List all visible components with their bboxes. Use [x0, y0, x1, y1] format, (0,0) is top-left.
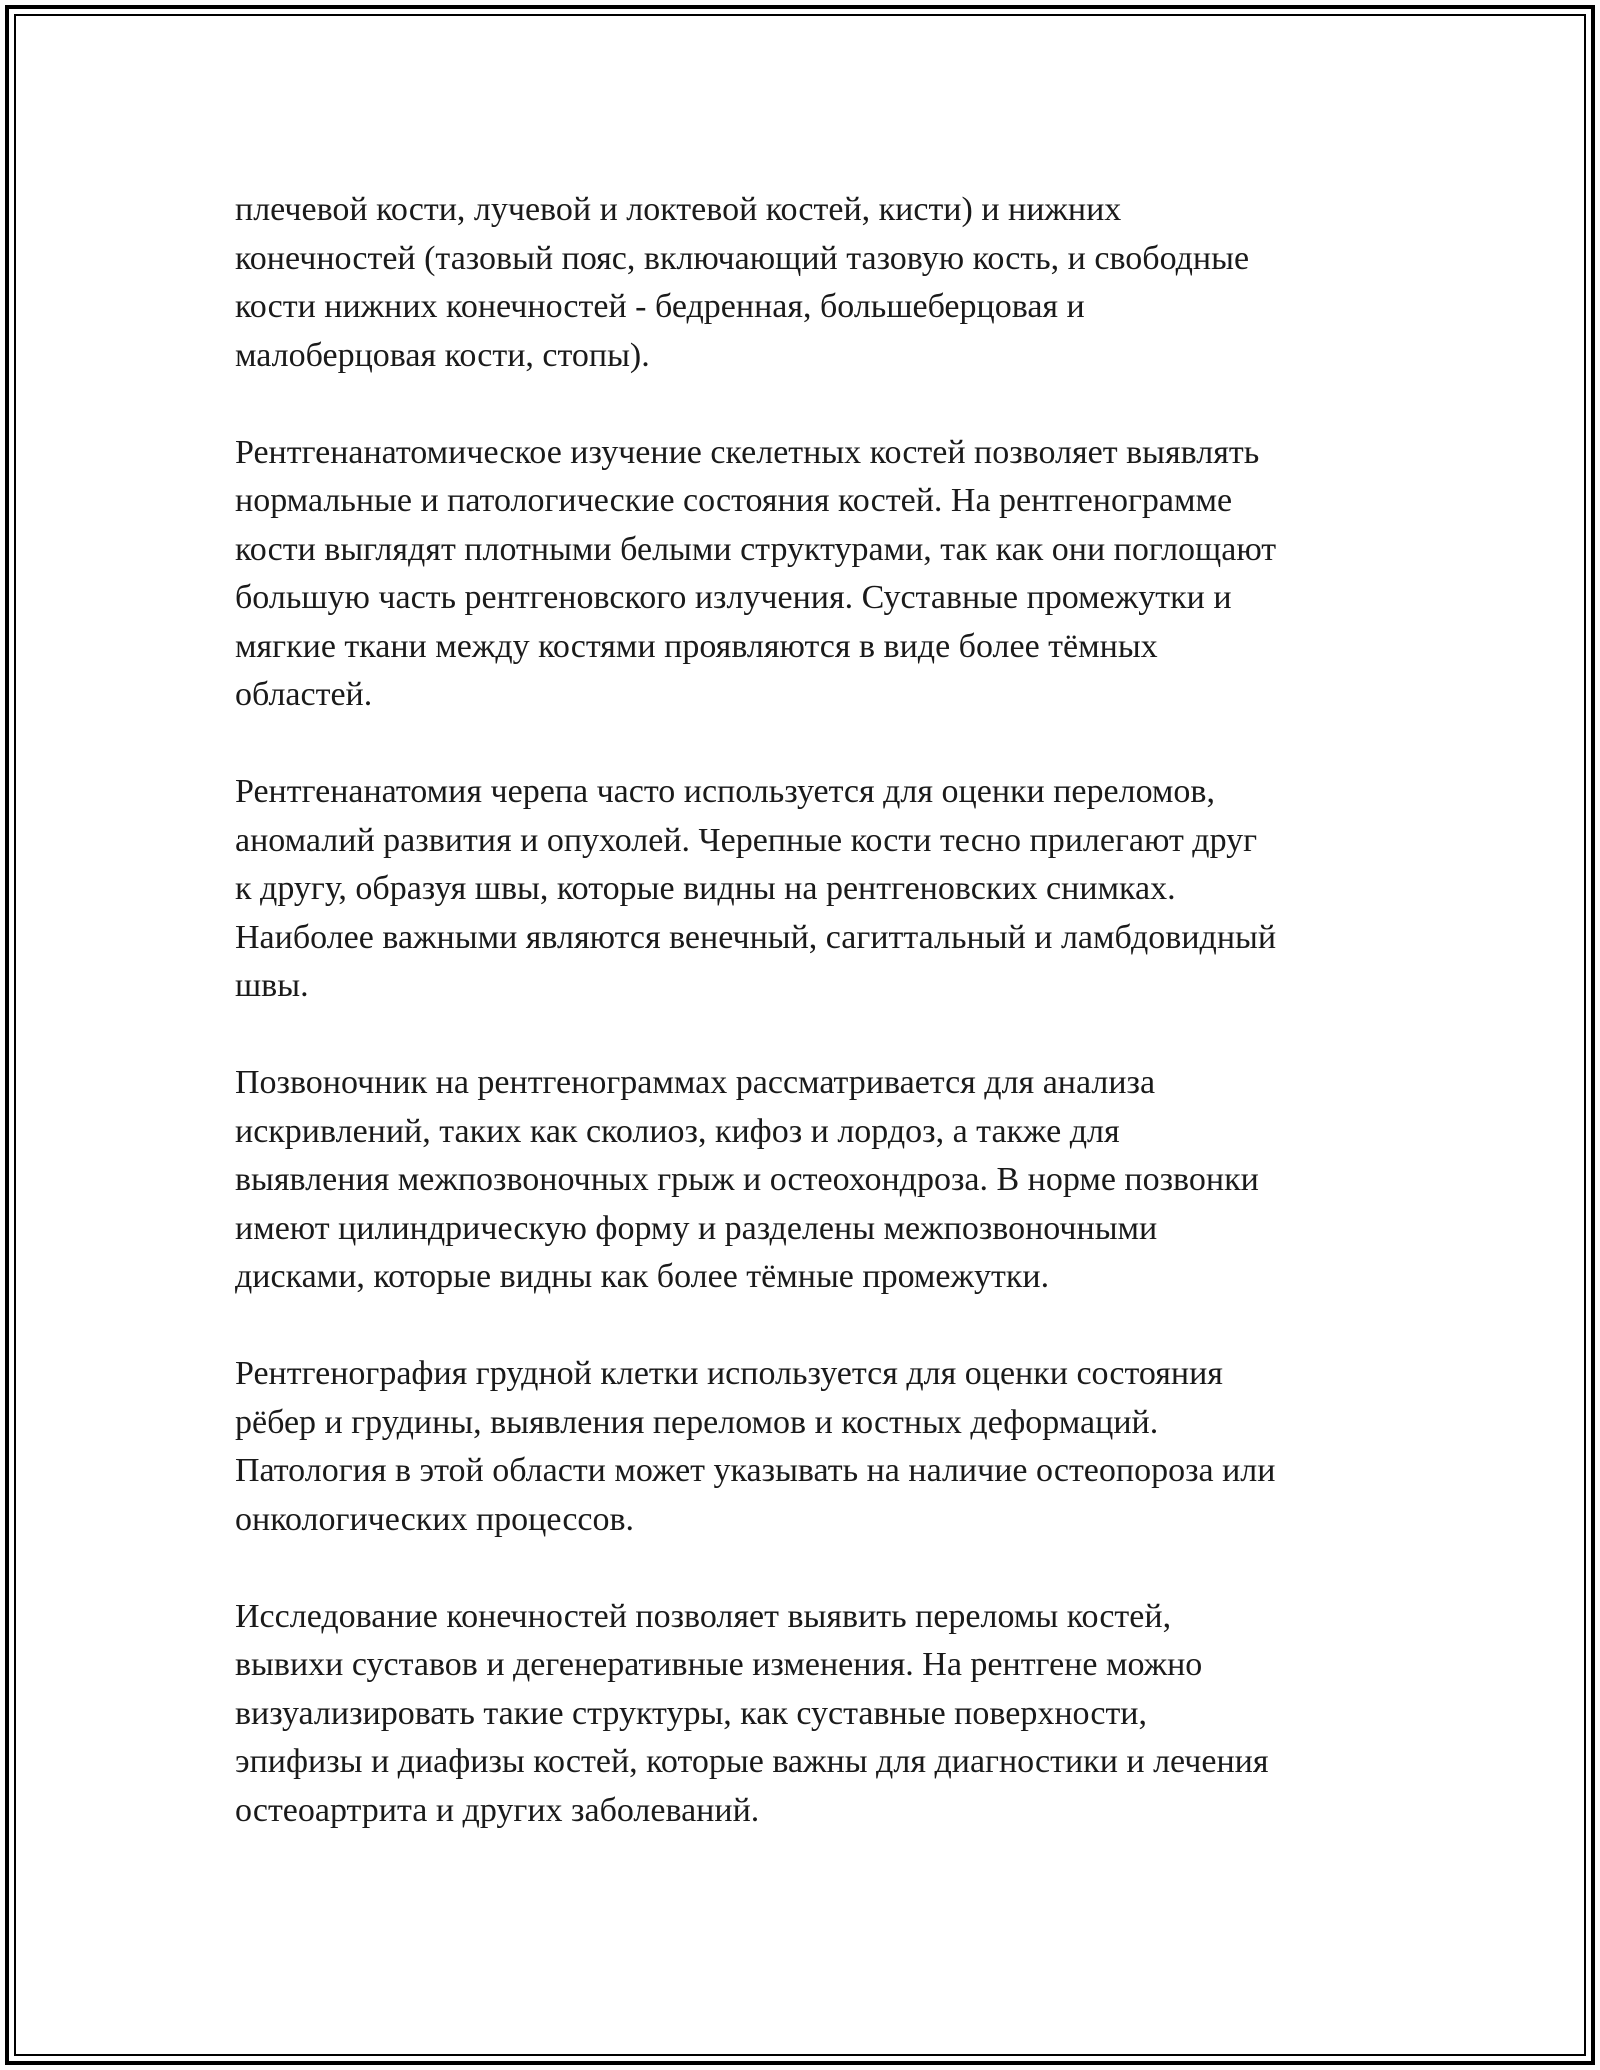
paragraph-skull-xray: Рентгенанатомия черепа часто используется для оценки переломов, аномалий развития и опухолей. Черепные кости тесно прилегают друг к другу, образуя швы, которые видны на рентгеновских снимках. Наиболее важными являются венечный, сагиттальный и ламбдовидный швы. [235, 773, 1277, 1004]
paragraph-skeletal-xray: Рентгенанатомическое изучение скелетных костей позволяет выявлять нормальные и патологические состояния костей. На рентгенограмме кости выглядят плотными белыми структурами, так как они поглощают большую часть рентгеновского излучения. Суставные промежутки и мягкие ткани между костями проявляются в виде более тёмных областей. [235, 433, 1277, 713]
document-body [235, 186, 1385, 1835]
paragraph-limb-bones: плечевой кости, лучевой и локтевой костей, кисти) и нижних конечностей (тазовый пояс, включающий тазовую кость, и свободные кости нижних конечностей - бедренная, большеберцовая и малоберцовая кости, стопы). [235, 191, 1250, 374]
paragraph-chest-xray: Рентгенография грудной клетки используется для оценки состояния рёбер и грудины, выявления переломов и костных деформаций. Патология в этой области может указывать на наличие остеопороза или онкологических процессов. [235, 1355, 1276, 1538]
paragraph-limbs-study: Исследование конечностей позволяет выявить переломы костей, вывихи суставов и дегенеративные изменения. На рентгене можно визуализировать такие структуры, как суставные поверхности, эпифизы и диафизы костей, которые важны для диагностики и лечения остеоартрита и других заболеваний. [235, 1597, 1269, 1829]
paragraph-spine-xray: Позвоночник на рентгенограммах рассматривается для анализа искривлений, таких как сколиоз, кифоз и лордоз, а также для выявления межпозвоночных грыж и остеохондроза. В норме позвонки имеют цилиндрическую форму и разделены межпозвоночными дисками, которые видны как более тёмные промежутки. [235, 1064, 1259, 1295]
